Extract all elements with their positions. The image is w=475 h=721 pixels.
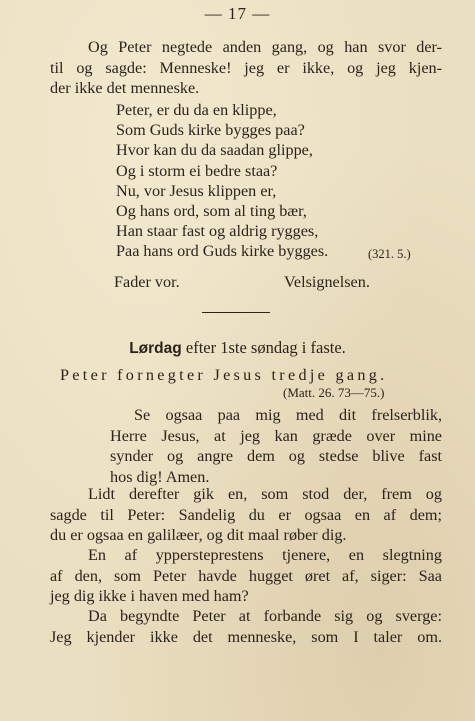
intro-line: der ikke det menneske. <box>50 79 200 97</box>
body-line: En af yppersteprestens tjenere, en slegtning <box>88 546 442 564</box>
prayer-line: synder og angre dem og stedse blive fast <box>110 447 442 465</box>
body-paragraph <box>50 606 442 647</box>
intro-paragraph <box>50 37 442 99</box>
body-line: sagde til Peter: Sandelig du er ogsaa en af dem; <box>50 505 442 524</box>
body-line: Lidt derefter gik en, som stod der, frem og <box>88 485 442 503</box>
section-heading <box>0 338 475 358</box>
body-line: du er ogsaa en galilæer, og dit maal røber dig. <box>50 526 347 544</box>
hymn-line: Peter, er du da en klippe, <box>116 101 277 119</box>
closing-blessing-label: Velsignelsen. <box>284 273 370 291</box>
hymn-line: Som Guds kirke bygges paa? <box>116 121 305 140</box>
prayer-line: hos dig! Amen. <box>110 467 210 486</box>
hymn-line: Og i storm ei bedre staa? <box>116 161 278 180</box>
body-line: af den, som Peter havde hugget øret af, siger: Saa <box>50 566 442 585</box>
hymn-reference: (321. 5.) <box>368 247 411 261</box>
body-paragraph <box>50 545 442 607</box>
body-line: Jeg kjender ikke det menneske, som I taler om. <box>50 627 442 646</box>
hymn-line: Han staar fast og aldrig rygges, <box>116 222 319 241</box>
hymn-verse <box>116 100 328 262</box>
closing-prayer-label: Fader vor. <box>114 273 180 291</box>
prayer-line: Se ogsaa paa mig med dit frelserblik, <box>134 406 442 424</box>
page-number: — 17 — <box>204 4 271 23</box>
body-line: Da begyndte Peter at forbande sig og sverge: <box>88 607 442 625</box>
body-paragraph <box>50 484 442 546</box>
hymn-line: Hvor kan du da saadan glippe, <box>116 141 313 160</box>
prayer-line: Herre Jesus, at jeg kan græde over mine <box>110 426 442 445</box>
intro-line: Og Peter negtede anden gang, og han svor der- <box>88 38 442 56</box>
scripture-reference: (Matt. 26. 73—75.) <box>283 385 385 400</box>
hymn-line: Paa hans ord Guds kirke bygges. <box>116 242 329 261</box>
heading-rest: efter 1ste søndag i faste. <box>185 338 346 357</box>
prayer-paragraph <box>110 405 442 487</box>
intro-line: til og sagde: Menneske! jeg er ikke, og jeg kjen- <box>50 58 442 77</box>
hymn-line: Og hans ord, som al ting bær, <box>116 202 307 221</box>
body-line: jeg dig ikke i haven med ham? <box>50 587 249 605</box>
hymn-line: Nu, vor Jesus klippen er, <box>116 181 277 200</box>
section-divider <box>202 312 270 313</box>
heading-day: Lørdag <box>129 340 182 357</box>
section-subtitle: Peter fornegter Jesus tredje gang. <box>60 366 388 384</box>
